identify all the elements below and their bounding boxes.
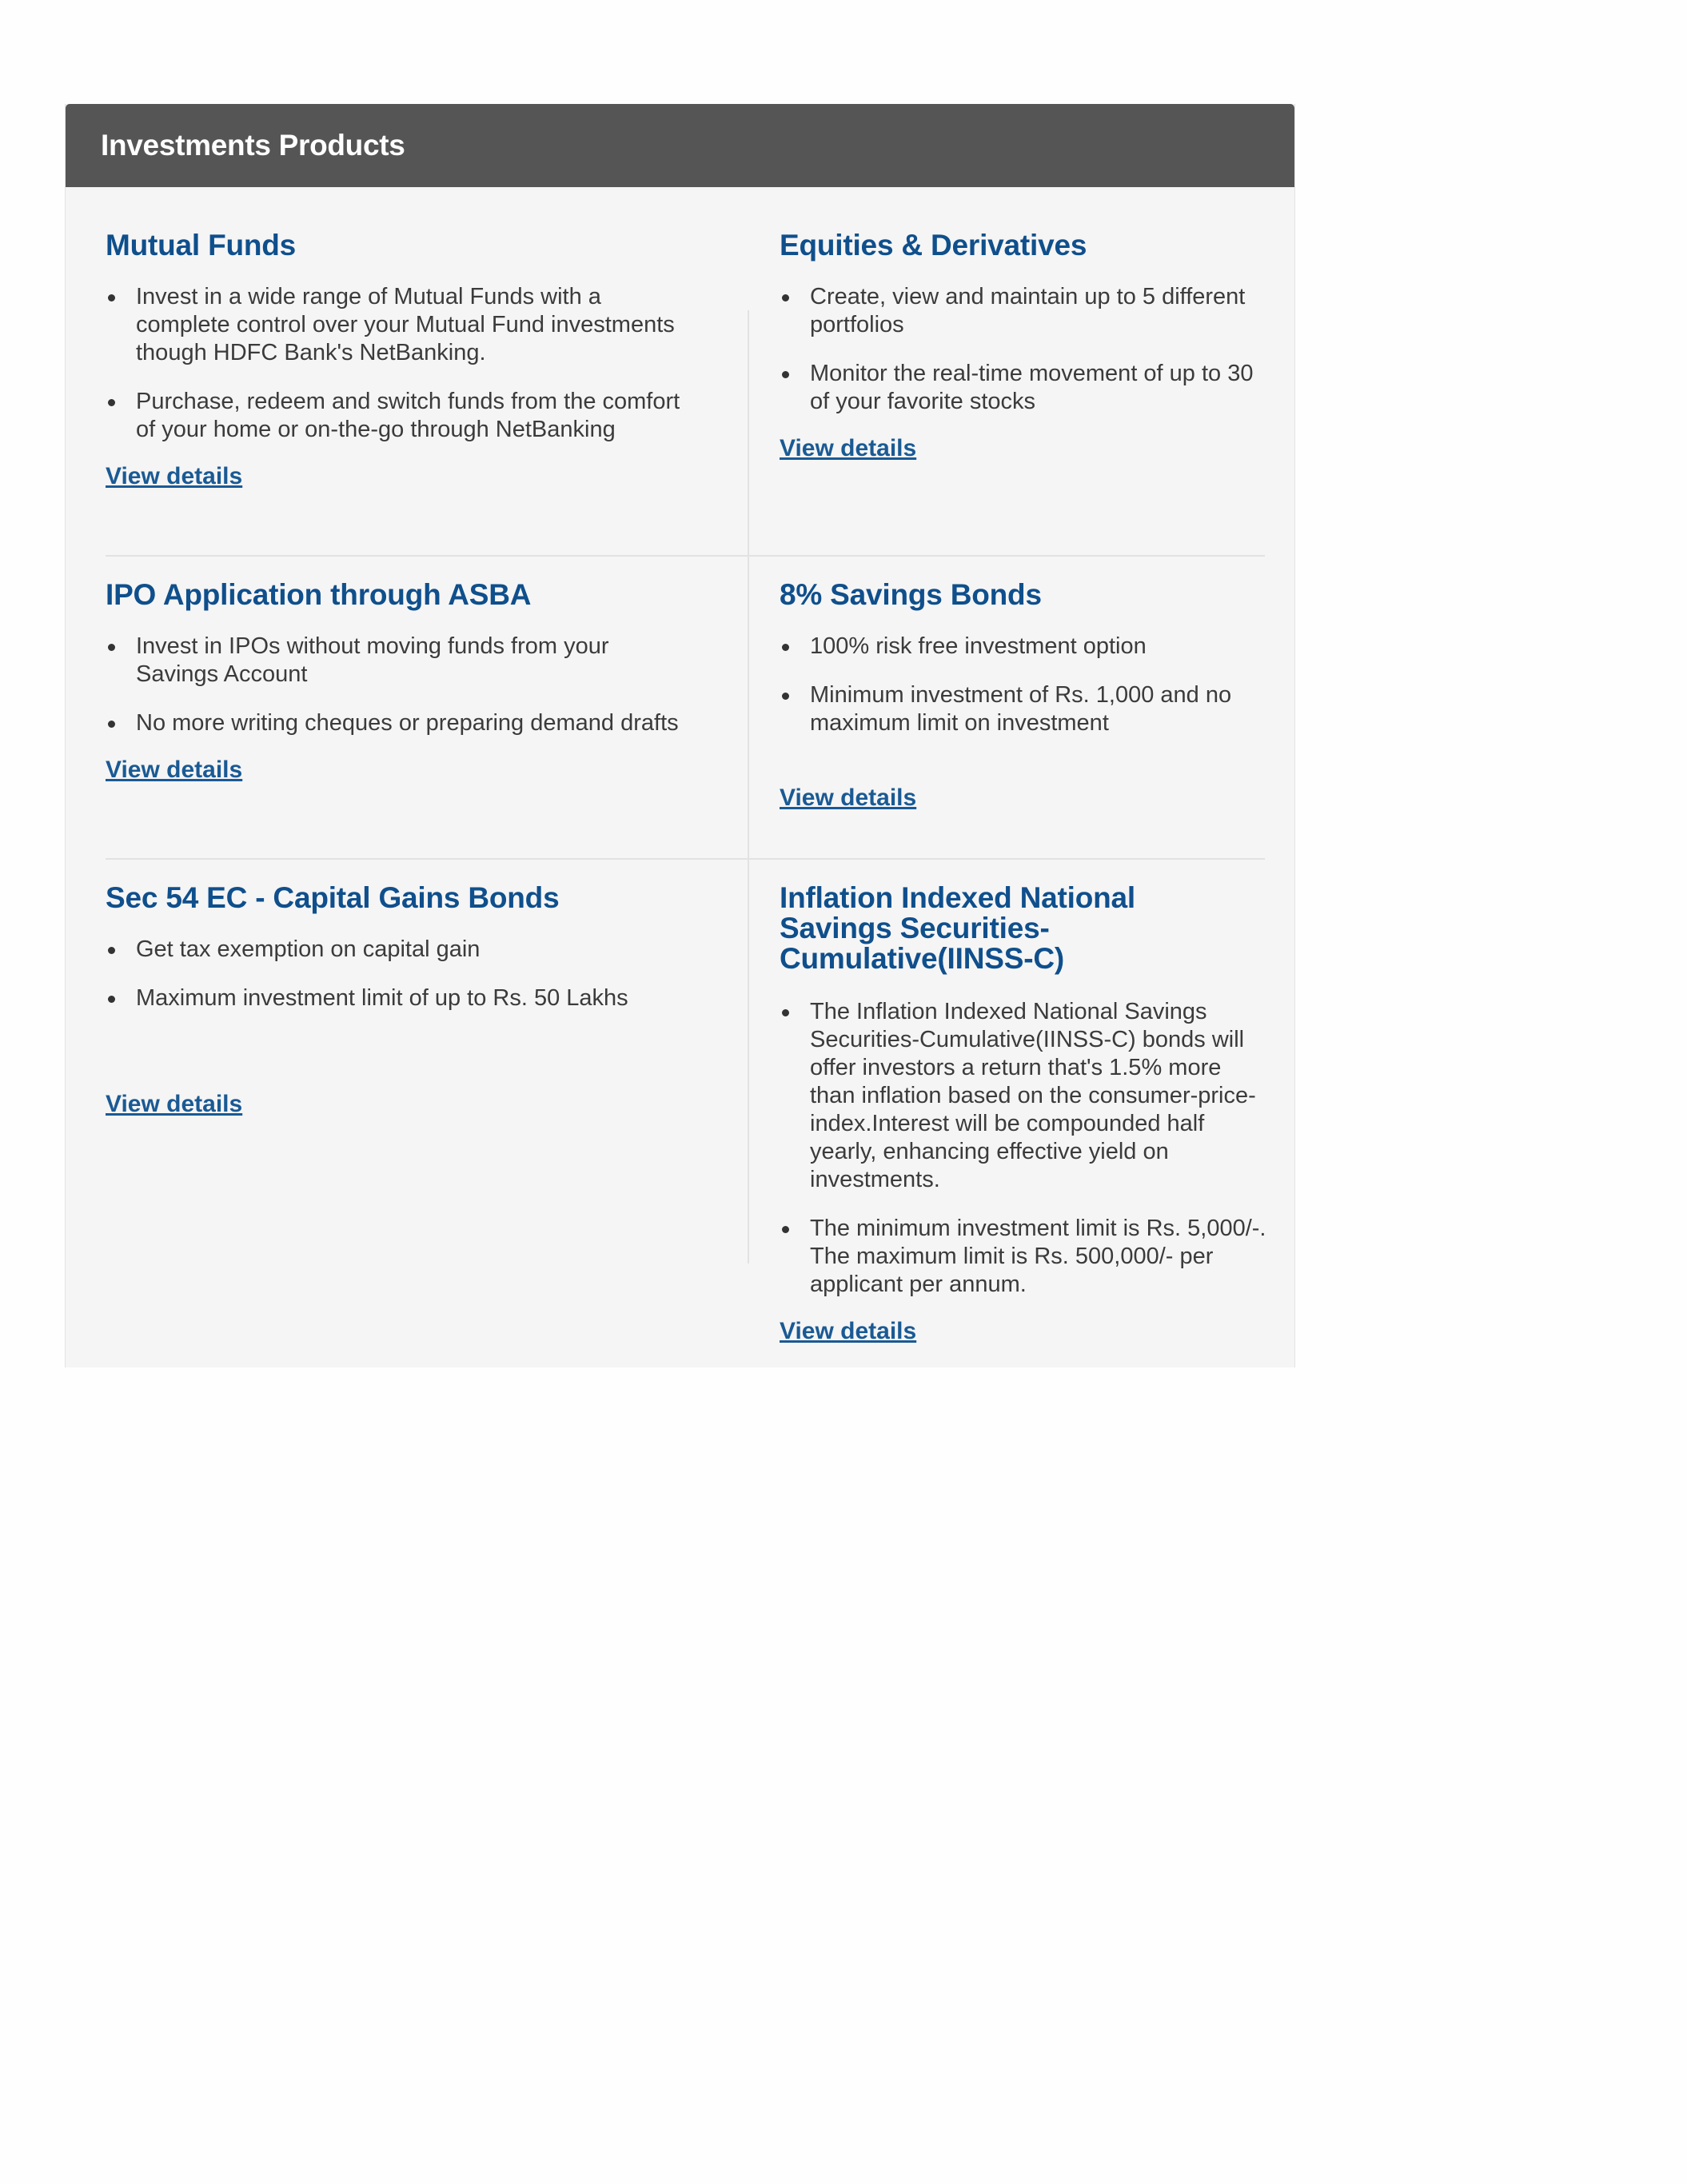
row-divider [106,555,1265,557]
list-item: 100% risk free investment option [780,633,1275,661]
view-details-link[interactable]: View details [780,785,917,811]
list-item: Create, view and maintain up to 5 different portfolios [780,283,1275,339]
product-features [780,998,1267,1299]
bullet-icon [108,399,115,406]
product-mutual-funds [106,230,681,490]
bullet-icon [108,947,115,954]
bullet-icon [782,294,789,301]
view-details-link[interactable]: View details [106,463,243,489]
bullet-icon [108,644,115,651]
product-features [106,633,681,737]
list-item: No more writing cheques or preparing demand drafts [106,709,681,737]
list-item: The minimum investment limit is Rs. 5,000/-. The maximum limit is Rs. 500,000/- per applicant per annum. [780,1215,1267,1299]
product-ipo-asba [106,580,681,784]
product-features [106,283,681,444]
list-item: Monitor the real-time movement of up to 30 of your favorite stocks [780,360,1275,416]
product-title: IPO Application through ASBA [106,578,532,611]
product-iinss-c [780,883,1267,1345]
product-savings-bonds [780,580,1275,812]
investments-products-panel [65,104,1295,1367]
product-features [780,633,1275,737]
view-details-link[interactable]: View details [106,1091,243,1117]
product-title: 8% Savings Bonds [780,578,1042,611]
list-item: Purchase, redeem and switch funds from the comfort of your home or on-the-go through NetBanking [106,388,681,444]
list-item: Invest in a wide range of Mutual Funds with a complete control over your Mutual Fund investments though HDFC Bank's NetBanking. [106,283,681,367]
product-title: Sec 54 EC - Capital Gains Bonds [106,881,560,914]
list-item: Maximum investment limit of up to Rs. 50 Lakhs [106,984,697,1012]
panel-header [66,104,1294,187]
bullet-icon [782,693,789,700]
bullet-icon [782,1009,789,1016]
list-item: Minimum investment of Rs. 1,000 and no maximum limit on investment [780,681,1275,737]
bullet-icon [782,371,789,378]
list-item: Get tax exemption on capital gain [106,936,697,964]
bullet-icon [782,1226,789,1233]
panel-title: Investments Products [101,129,405,162]
product-title: Inflation Indexed National Savings Securities-Cumulative(IINSS-C) [780,881,1135,975]
bullet-icon [108,996,115,1003]
product-title: Equities & Derivatives [780,229,1087,262]
list-item: The Inflation Indexed National Savings Securities-Cumulative(IINSS-C) bonds will offer investors a return that's 1.5% more than inflation based on the consumer-price-index.Interest will be compounded half yearly, enhancing effective yield on investments. [780,998,1267,1194]
product-equities-derivatives [780,230,1275,462]
view-details-link[interactable]: View details [780,1318,917,1344]
bullet-icon [108,294,115,301]
bullet-icon [782,644,789,651]
product-features [106,936,697,1012]
row-divider [106,858,1265,860]
list-item: Invest in IPOs without moving funds from your Savings Account [106,633,681,689]
product-capital-gains-bonds [106,883,697,1118]
product-title: Mutual Funds [106,229,297,262]
view-details-link[interactable]: View details [106,757,243,783]
view-details-link[interactable]: View details [780,435,917,461]
product-features [780,283,1275,416]
column-divider [748,310,749,1264]
bullet-icon [108,721,115,728]
